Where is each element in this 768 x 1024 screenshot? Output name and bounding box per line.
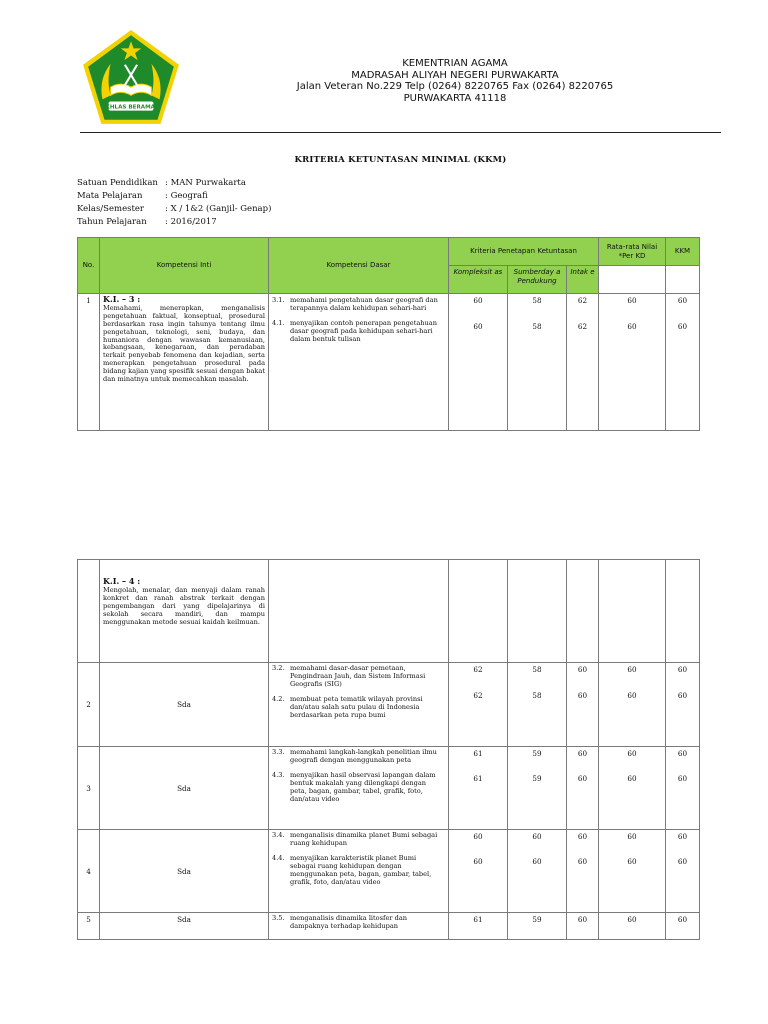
row-number: 2 bbox=[77, 662, 100, 747]
ki-sda: Sda bbox=[99, 746, 269, 830]
kd-item: 3.5. menganalisis dinamika litosfer dan dampaknya terhadap kehidupan bbox=[272, 914, 408, 930]
value: 62 bbox=[577, 296, 588, 305]
value: 60 bbox=[577, 665, 588, 674]
header-kompetensi-dasar: Kompetensi Dasar bbox=[268, 237, 449, 294]
value: 60 bbox=[627, 691, 637, 700]
value: 60 bbox=[677, 832, 688, 841]
ki-sda: Sda bbox=[99, 912, 269, 940]
empty-cell bbox=[566, 559, 599, 663]
kompleksitas-cell bbox=[448, 829, 508, 913]
kd-item: 4.2. membuat peta tematik wilayah provinsi dan/atau salah satu pulau di Indonesia berdasarkan peta rupa bumi bbox=[272, 694, 423, 719]
header-kkm: KKM bbox=[665, 237, 700, 266]
empty-cell bbox=[507, 559, 567, 663]
kkm-cell bbox=[665, 746, 700, 830]
kd-item: 3.4. menganalisis dinamika planet Bumi sebagai ruang kehidupan bbox=[272, 831, 438, 847]
header-no: No. bbox=[77, 237, 100, 294]
meta-label: Kelas/Semester bbox=[77, 204, 144, 214]
value: 61 bbox=[473, 774, 483, 783]
intake-cell bbox=[566, 293, 599, 431]
kompleksitas-cell bbox=[448, 912, 508, 940]
ki3-cell bbox=[99, 293, 269, 431]
value: 62 bbox=[473, 691, 483, 700]
value: 60 bbox=[532, 832, 542, 841]
sumberdaya-cell bbox=[507, 746, 567, 830]
value: 60 bbox=[677, 691, 688, 700]
intake-cell bbox=[566, 662, 599, 747]
header-empty-cell bbox=[665, 265, 700, 294]
meta-value: : Geografi bbox=[165, 191, 208, 201]
value: 60 bbox=[677, 296, 688, 305]
meta-label: Tahun Pelajaran bbox=[77, 217, 147, 227]
header-rata-rata: Rata-rata Nilai *Per KD bbox=[598, 237, 666, 266]
ki-sda: Sda bbox=[99, 829, 269, 913]
rata-rata-cell bbox=[598, 912, 666, 940]
row-number-empty bbox=[77, 559, 100, 663]
sumberdaya-cell bbox=[507, 662, 567, 747]
value: 60 bbox=[577, 832, 588, 841]
value: 59 bbox=[532, 915, 542, 924]
kd-item: 3.2. memahami dasar-dasar pemetaan, Pengindraan Jauh, dan Sistem Informasi Geografis (SIG) bbox=[272, 664, 426, 688]
meta-value: : 2016/2017 bbox=[165, 217, 217, 227]
value: 60 bbox=[627, 322, 637, 331]
sumberdaya-cell bbox=[507, 293, 567, 431]
value: 60 bbox=[577, 774, 588, 783]
kompleksitas-cell bbox=[448, 746, 508, 830]
header-divider bbox=[80, 132, 721, 133]
header-empty-cell bbox=[598, 265, 666, 294]
kkm-cell bbox=[665, 662, 700, 747]
kd-cell-row5 bbox=[268, 912, 449, 940]
value: 60 bbox=[627, 832, 637, 841]
value: 60 bbox=[677, 857, 688, 866]
header-kompetensi-inti: Kompetensi Inti bbox=[99, 237, 269, 294]
sumberdaya-cell bbox=[507, 829, 567, 913]
row-number: 4 bbox=[77, 829, 100, 913]
kd-cell-row4 bbox=[268, 829, 449, 913]
rata-rata-cell bbox=[598, 293, 666, 431]
meta-value: : MAN Purwakarta bbox=[165, 178, 246, 188]
ki4-description: Mengolah, menalar, dan menyaji dalam ranah konkret dan ranah abstrak terkait dengan pengembangan dari yang dipelajarinya di sekolah secara mandiri, dan mampu menggunakan metode sesuai kaidah keilmuan. bbox=[103, 585, 265, 626]
value: 60 bbox=[532, 857, 542, 866]
ministry-name: KEMENTRIAN AGAMA bbox=[402, 58, 508, 69]
ki4-cell bbox=[99, 559, 269, 663]
value: 60 bbox=[627, 857, 637, 866]
school-name: MADRASAH ALIYAH NEGERI PURWAKARTA bbox=[351, 69, 559, 81]
kd-cell-empty bbox=[268, 559, 449, 663]
value: 60 bbox=[577, 857, 588, 866]
ki3-title: K.I. – 3 : bbox=[103, 294, 141, 304]
kd-cell-row3 bbox=[268, 746, 449, 830]
value: 60 bbox=[577, 691, 588, 700]
empty-cell bbox=[598, 559, 666, 663]
logo-motto: IKHLAS BERAMAL bbox=[103, 104, 159, 111]
value: 60 bbox=[627, 749, 637, 758]
intake-cell bbox=[566, 912, 599, 940]
ki4-title: K.I. – 4 : bbox=[103, 576, 141, 586]
kd-item: 4.1. menyajikan contoh penerapan pengetahuan dasar geografi pada kehidupan sehari-hari dalam bentuk tulisan bbox=[272, 318, 437, 343]
intake-cell bbox=[566, 746, 599, 830]
meta-label: Satuan Pendidikan bbox=[77, 178, 158, 188]
empty-cell bbox=[665, 559, 700, 663]
value: 60 bbox=[627, 774, 637, 783]
meta-value: : X / 1&2 (Ganjil- Genap) bbox=[165, 204, 272, 214]
rata-rata-cell bbox=[598, 662, 666, 747]
header-kompleksitas: Kompleksit as bbox=[448, 265, 508, 294]
sumberdaya-cell bbox=[507, 912, 567, 940]
kd-cell-row1 bbox=[268, 293, 449, 431]
rata-rata-cell bbox=[598, 746, 666, 830]
value: 60 bbox=[627, 296, 637, 305]
value: 58 bbox=[532, 322, 542, 331]
value: 60 bbox=[677, 749, 688, 758]
row-number: 3 bbox=[77, 746, 100, 830]
header-kriteria: Kriteria Penetapan Ketuntasan bbox=[448, 237, 599, 266]
value: 60 bbox=[577, 749, 588, 758]
value: 60 bbox=[473, 832, 483, 841]
ki3-description: Memahami, menerapkan, menganalisis pengetahuan faktual, konseptual, prosedural berdasarkan rasa ingin tahunya tentang ilmu pengetahuan, teknologi, seni, budaya, dan humaniora dengan wawasan kemanusiaan, kebangsaan, kenegaraan, dan peradaban terkait penyebab fenomena dan kejadian, serta menerapkan pengetahuan prosedural pada bidang kajian yang spesifik sesuai dengan bakat dan minatnya untuk memecahkan masalah. bbox=[103, 303, 265, 384]
kd-item: 3.3. memahami langkah-langkah penelitian ilmu geografi dengan menggunakan peta bbox=[272, 748, 437, 764]
letterhead bbox=[270, 58, 640, 104]
kd-item: 3.1. memahami pengetahuan dasar geografi dan terapannya dalam kehidupan sehari-hari bbox=[272, 296, 438, 312]
rata-rata-cell bbox=[598, 829, 666, 913]
kkm-cell bbox=[665, 829, 700, 913]
kd-item: 4.4. menyajikan karakteristik planet Bumi sebagai ruang kehidupan dengan menggunakan peta, bagan, gambar, tabel, grafik, foto, dan/atau video bbox=[272, 853, 432, 886]
value: 62 bbox=[577, 322, 588, 331]
kd-cell-row2 bbox=[268, 662, 449, 747]
value: 60 bbox=[677, 665, 688, 674]
kompleksitas-cell bbox=[448, 293, 508, 431]
value: 59 bbox=[532, 774, 542, 783]
header-intake: Intak e bbox=[566, 265, 599, 294]
intake-cell bbox=[566, 829, 599, 913]
value: 61 bbox=[473, 915, 483, 924]
value: 61 bbox=[473, 749, 483, 758]
value: 60 bbox=[627, 665, 637, 674]
kd-item: 4.3. menyajikan hasil observasi lapangan dalam bentuk makalah yang dilengkapi dengan peta, bagan, gambar, tabel, grafik, foto, dan/atau video bbox=[272, 770, 436, 803]
value: 60 bbox=[677, 915, 688, 924]
value: 60 bbox=[473, 296, 483, 305]
value: 60 bbox=[577, 915, 588, 924]
school-address: Jalan Veteran No.229 Telp (0264) 8220765 Fax (0264) 8220765 bbox=[296, 81, 614, 92]
empty-cell bbox=[448, 559, 508, 663]
value: 58 bbox=[532, 296, 542, 305]
school-city: PURWAKARTA 41118 bbox=[403, 92, 507, 104]
kkm-cell bbox=[665, 912, 700, 940]
value: 59 bbox=[532, 749, 542, 758]
value: 58 bbox=[532, 665, 542, 674]
meta-label: Mata Pelajaran bbox=[77, 191, 143, 201]
value: 60 bbox=[627, 915, 637, 924]
value: 60 bbox=[473, 857, 483, 866]
kkm-cell bbox=[665, 293, 700, 431]
value: 58 bbox=[532, 691, 542, 700]
header-sumberdaya: Sumberday a Pendukung bbox=[507, 265, 567, 294]
value: 60 bbox=[677, 322, 688, 331]
value: 62 bbox=[473, 665, 483, 674]
row-number: 5 bbox=[77, 912, 100, 940]
row-number: 1 bbox=[77, 293, 100, 431]
value: 60 bbox=[677, 774, 688, 783]
ki-sda: Sda bbox=[99, 662, 269, 747]
document-title: KRITERIA KETUNTASAN MINIMAL (KKM) bbox=[294, 155, 507, 165]
value: 60 bbox=[473, 322, 483, 331]
kompleksitas-cell bbox=[448, 662, 508, 747]
kemenag-logo bbox=[80, 28, 182, 130]
